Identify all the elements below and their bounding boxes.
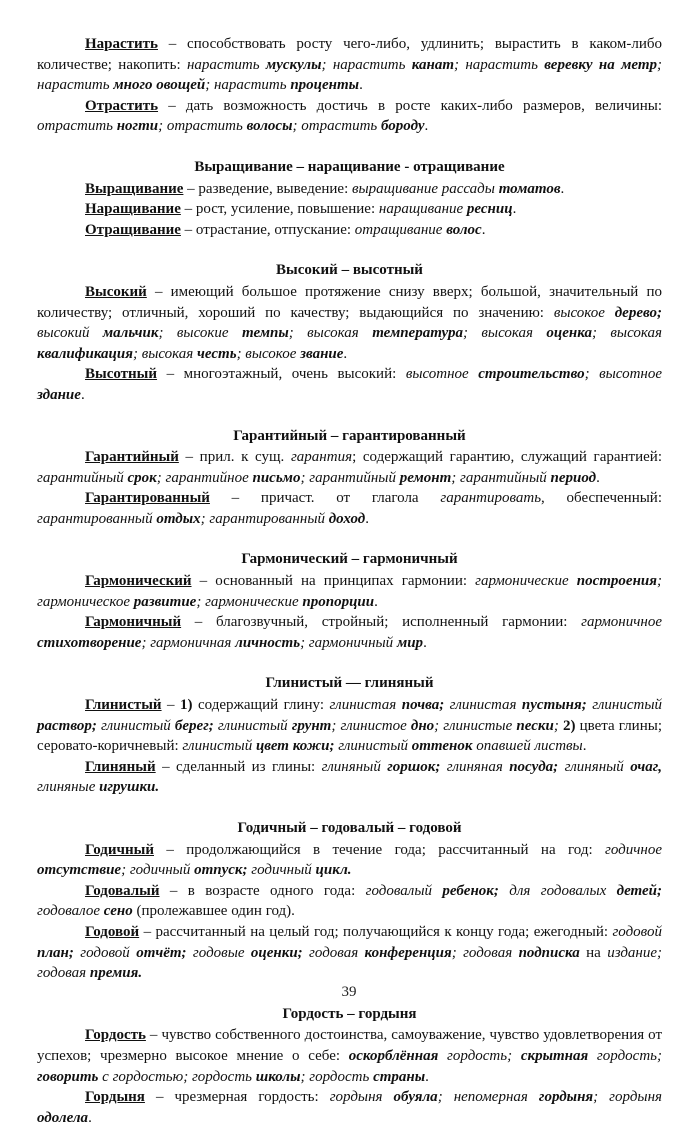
example-text: темпы	[241, 325, 289, 342]
definition-text: – имеющий большое протяжение снизу вверх; большой, значительный по количеству; отличный, хороший по качеству; выдающийся по значению:	[37, 283, 662, 321]
example-text: температура	[372, 325, 463, 342]
definition-text: .	[423, 634, 427, 651]
example-text: почва;	[401, 697, 445, 714]
example-text: ; непомерная	[437, 1089, 539, 1106]
example-text: берег;	[174, 717, 214, 734]
example-text: глинистый	[213, 717, 292, 734]
example-text: период	[550, 469, 597, 486]
example-text: цвет кожи;	[255, 738, 335, 755]
example-text: строительство	[478, 366, 585, 383]
example-text: веревку на метр	[544, 56, 657, 73]
entry-term: Глиняный	[85, 758, 156, 775]
entry-term: Годовалый	[85, 882, 160, 899]
definition-text: .	[374, 593, 378, 610]
definition-text: – многоэтажный, очень высокий:	[157, 366, 406, 383]
section-heading: Выращивание – наращивание - отращивание	[194, 158, 505, 175]
dictionary-section	[37, 1004, 662, 1128]
example-text: звание	[300, 345, 344, 362]
entry-term: Гордыня	[85, 1089, 145, 1106]
definition-text: .	[560, 180, 565, 197]
definition-text: – способствовать росту чего-либо, удлинить; вырастить в каком-либо количестве; накопить:	[37, 36, 662, 73]
example-text: ; гармоническое	[37, 573, 662, 610]
dictionary-entry	[37, 447, 662, 488]
example-text: ; отрастить	[158, 118, 247, 135]
entry-term: Отрастить	[85, 97, 159, 114]
example-text: канат	[411, 56, 454, 73]
example-text: дно	[410, 717, 435, 734]
definition-text: – в возрасте одного года:	[159, 882, 366, 899]
example-text: 2)	[562, 717, 576, 734]
example-text: гарантийный	[37, 469, 128, 486]
entry-term: Нарастить	[85, 36, 158, 52]
entry-term: Высокий	[85, 283, 147, 300]
example-text: мир	[396, 634, 424, 651]
example-text: ребенок;	[442, 882, 499, 899]
entry-term: Годичный	[85, 841, 154, 858]
definition-text: (пролежавшее один год).	[132, 903, 295, 920]
example-text: высотное	[405, 366, 479, 383]
dictionary-section	[37, 260, 662, 405]
entry-term: Гарантированный	[85, 490, 210, 507]
example-text: оценка	[546, 325, 592, 342]
entry-term: Гармоничный	[85, 614, 182, 631]
example-text: мускулы	[265, 56, 322, 73]
example-text: волос	[446, 221, 482, 238]
example-text: ; отрастить	[292, 118, 381, 135]
definition-text: – чувство собственного достоинства, самоуважение, чувство удовлетворения от успехов; чрезмерно высокое мнение о себе:	[37, 1027, 662, 1064]
dictionary-entry	[37, 179, 662, 200]
entry-term: Отращивание	[85, 221, 181, 238]
example-text: ногти	[116, 118, 159, 135]
example-text: отдых	[156, 510, 201, 527]
definition-text: .	[80, 386, 85, 403]
example-text: много овощей	[113, 77, 206, 94]
example-text: гарантия	[290, 449, 353, 466]
dictionary-entry	[37, 922, 662, 984]
example-text: ; высокая	[462, 325, 547, 342]
definition-text: – чрезмерная гордость:	[144, 1089, 330, 1106]
definition-text: .	[512, 201, 517, 218]
entry-term: Годовой	[85, 923, 140, 940]
definition-text: .	[88, 1109, 92, 1126]
section-heading: Глинистый — глиняный	[265, 675, 434, 692]
example-text: раствор;	[37, 717, 97, 734]
example-text: детей;	[616, 882, 663, 899]
definition-text: .	[425, 1068, 429, 1085]
example-text: ; высокое	[236, 345, 301, 362]
definition-text: .	[343, 345, 348, 362]
definition-text: .	[481, 221, 486, 238]
example-text: срок	[127, 469, 157, 486]
example-text: волосы	[246, 118, 293, 135]
example-text: глинистый	[182, 738, 256, 755]
example-text: ; гарантийный	[451, 469, 551, 486]
section-heading: Высокий – высотный	[276, 262, 423, 279]
example-text: скрытная	[520, 1047, 589, 1064]
example-text: гармоничное	[581, 614, 662, 631]
dictionary-entry	[37, 1087, 662, 1128]
entry-term: Глинистый	[85, 697, 162, 714]
definition-text: – благозвучный, стройный; исполненный гармонии:	[181, 614, 582, 631]
example-text: стихотворение	[37, 634, 142, 651]
definition-text: – рассчитанный на целый год; получающийся к концу года; ежегодный:	[139, 923, 613, 940]
example-text: отпуск;	[194, 862, 248, 879]
entry-term: Гордость	[85, 1027, 146, 1044]
example-text: ; годовая	[451, 944, 519, 961]
example-text: отрастить	[37, 118, 117, 135]
example-text: мальчик	[102, 325, 159, 342]
example-text: глинистая	[329, 697, 402, 714]
example-text: ресниц	[466, 201, 513, 218]
example-text: письмо	[252, 469, 301, 486]
example-text: ; гармоничный	[300, 634, 397, 651]
example-text: с гордостью; гордость	[98, 1068, 256, 1085]
section-heading: Гармонический – гармоничный	[241, 551, 458, 568]
example-text: гордыня	[538, 1089, 594, 1106]
example-text: ; высокая	[132, 345, 198, 362]
example-text: годовалое	[37, 903, 104, 920]
example-text: годичный	[247, 862, 316, 879]
example-text: ремонт	[399, 469, 452, 486]
example-text: личность	[235, 634, 301, 651]
dictionary-entry	[37, 757, 662, 798]
definition-text: .	[359, 77, 363, 94]
example-text: ; глинистое	[331, 717, 411, 734]
dictionary-section	[37, 673, 662, 798]
example-text: ; нарастить	[205, 77, 291, 94]
example-text: развитие	[133, 593, 197, 610]
section-heading: Гарантийный – гарантированный	[233, 427, 466, 444]
example-text: нарастить	[186, 56, 266, 73]
example-text: отчёт;	[136, 944, 187, 961]
dictionary-entry	[37, 488, 662, 529]
example-text: отсутствие	[37, 862, 122, 879]
example-text: страны	[373, 1068, 426, 1085]
definition-text: на	[579, 944, 608, 961]
dictionary-entry	[37, 1025, 662, 1087]
example-text: опавшей листвы	[472, 738, 583, 755]
example-text: глинистая	[444, 697, 522, 714]
definition-text: – основанный на принципах гармонии:	[191, 573, 476, 590]
dictionary-entry	[37, 34, 662, 96]
example-text: горшок;	[387, 758, 441, 775]
document-body	[37, 34, 662, 1128]
example-text: дерево;	[614, 304, 662, 321]
example-text: честь	[197, 345, 237, 362]
definition-text: –	[161, 697, 181, 714]
dictionary-entry	[37, 96, 662, 137]
dictionary-entry	[37, 881, 662, 922]
definition-text: – сделанный из глины:	[155, 758, 322, 775]
definition-text: – рост, усиление, повышение:	[180, 201, 379, 218]
example-text: ; гарантийный	[300, 469, 400, 486]
example-text: ; нарастить	[454, 56, 545, 73]
example-text: пески	[516, 717, 554, 734]
example-text: квалификация	[37, 345, 133, 362]
example-text: гарантировать	[440, 490, 542, 507]
dictionary-entry	[37, 840, 662, 881]
example-text: высокий	[37, 325, 103, 342]
example-text: ; годичный	[121, 862, 195, 879]
example-text: проценты	[290, 77, 360, 94]
example-text: ; высокие	[158, 325, 242, 342]
definition-text: .	[582, 738, 587, 755]
example-text: гордость;	[438, 1047, 521, 1064]
example-text: годовалый	[365, 882, 443, 899]
example-text: ; высотное	[584, 366, 662, 383]
example-text: ; нарастить	[321, 56, 412, 73]
dictionary-entry	[37, 612, 662, 653]
example-text: цикл.	[315, 862, 352, 879]
example-text: глиняный	[558, 758, 631, 775]
section-heading: Гордость – гордыня	[282, 1005, 417, 1022]
entry-term: Наращивание	[85, 201, 181, 218]
dictionary-entry	[37, 695, 662, 757]
example-text: отращивание	[354, 221, 447, 238]
example-text: глиняные	[37, 779, 100, 796]
example-text: обуяла	[393, 1089, 438, 1106]
example-text: здание	[37, 386, 81, 403]
example-text: ; высокая	[591, 325, 662, 342]
example-text: оскорблённая	[348, 1047, 439, 1064]
dictionary-entry	[37, 364, 662, 405]
example-text: одолела	[37, 1109, 89, 1126]
example-text: ; гарантийное	[156, 469, 253, 486]
example-text: очаг,	[630, 758, 662, 775]
example-text: ; высокая	[288, 325, 373, 342]
dictionary-entry	[37, 220, 662, 241]
example-text: посуда;	[509, 758, 559, 775]
example-text: подписка	[518, 944, 580, 961]
example-text: оценки;	[250, 944, 303, 961]
dictionary-entry	[37, 282, 662, 364]
entry-term: Высотный	[85, 366, 158, 383]
example-text: игрушки.	[99, 779, 160, 796]
example-text: томатов	[498, 180, 561, 197]
example-text: для годовалых	[498, 882, 617, 899]
example-text: гордость;	[588, 1047, 662, 1064]
example-text: премия.	[89, 965, 143, 982]
example-text: годовые	[186, 944, 251, 961]
example-text: годовая	[302, 944, 365, 961]
definition-text: – продолжающийся в течение года; рассчитанный на год:	[153, 841, 605, 858]
example-text: построения	[576, 573, 657, 590]
example-text: глинистый	[586, 697, 662, 714]
example-text: издание; годовая	[37, 944, 663, 982]
dictionary-entry	[37, 199, 662, 220]
example-text: наращивание	[378, 201, 467, 218]
example-text: ; гармоничная	[141, 634, 236, 651]
definition-text: – дать возможность достичь в росте каких-либо размеров, величины:	[158, 97, 662, 114]
dictionary-section	[37, 549, 662, 653]
definition-text: ; содержащий гарантию, служащий гарантией:	[352, 449, 662, 466]
example-text: ; гарантированный	[200, 510, 329, 527]
definition-text: .	[596, 469, 600, 486]
example-text: глинистый	[96, 717, 175, 734]
example-text: план;	[37, 944, 74, 961]
example-text: пустыня;	[521, 697, 587, 714]
section-heading: Годичный – годовалый – годовой	[237, 820, 462, 836]
dictionary-section	[37, 34, 662, 137]
example-text: гармонические	[475, 573, 577, 590]
example-text: доход	[328, 510, 366, 527]
example-text: ; гордость	[300, 1068, 374, 1085]
definition-text: цвета глины; серовато-коричневый:	[37, 717, 662, 755]
definition-text: , обеспеченный:	[541, 490, 662, 507]
example-text: грунт	[291, 717, 332, 734]
definition-text: – прил. к сущ.	[178, 449, 291, 466]
definition-text: – отрастание, отпускание:	[180, 221, 355, 238]
example-text: говорить	[37, 1068, 99, 1085]
example-text: высокое	[553, 304, 615, 321]
entry-term: Выращивание	[85, 180, 184, 197]
example-text: годовой	[612, 923, 662, 940]
dictionary-entry	[37, 571, 662, 612]
example-text: школы	[255, 1068, 301, 1085]
page-number: 39	[341, 984, 357, 1000]
example-text: бороду	[380, 118, 425, 135]
example-text: ; гордыня	[593, 1089, 662, 1106]
definition-text: .	[365, 510, 369, 527]
example-text: оттенок	[411, 738, 473, 755]
example-text: годичное	[605, 841, 662, 858]
example-text: пропорции	[302, 593, 375, 610]
example-text: глиняный	[321, 758, 388, 775]
example-text: годовой	[73, 944, 137, 961]
example-text: ;	[553, 717, 563, 734]
example-text: выращивание рассады	[352, 180, 499, 197]
example-text: глинистый	[334, 738, 412, 755]
definition-text: – причаст. от глагола	[209, 490, 441, 507]
example-text: 1)	[180, 697, 193, 714]
example-text: глиняная	[440, 758, 510, 775]
example-text: конференция	[364, 944, 452, 961]
example-text: гордыня	[329, 1089, 394, 1106]
dictionary-section	[37, 818, 662, 984]
entry-term: Гармонический	[85, 573, 192, 590]
example-text: гарантированный	[37, 510, 157, 527]
definition-text: – разведение, выведение:	[183, 180, 352, 197]
entry-term: Гарантийный	[85, 449, 179, 466]
dictionary-section	[37, 157, 662, 240]
example-text: ; гармонические	[196, 593, 303, 610]
dictionary-section	[37, 426, 662, 530]
example-text: ; глинистые	[434, 717, 517, 734]
definition-text: содержащий глину:	[192, 697, 330, 714]
example-text: ; нарастить	[37, 56, 662, 94]
example-text: сено	[103, 903, 133, 920]
definition-text: .	[424, 118, 429, 135]
